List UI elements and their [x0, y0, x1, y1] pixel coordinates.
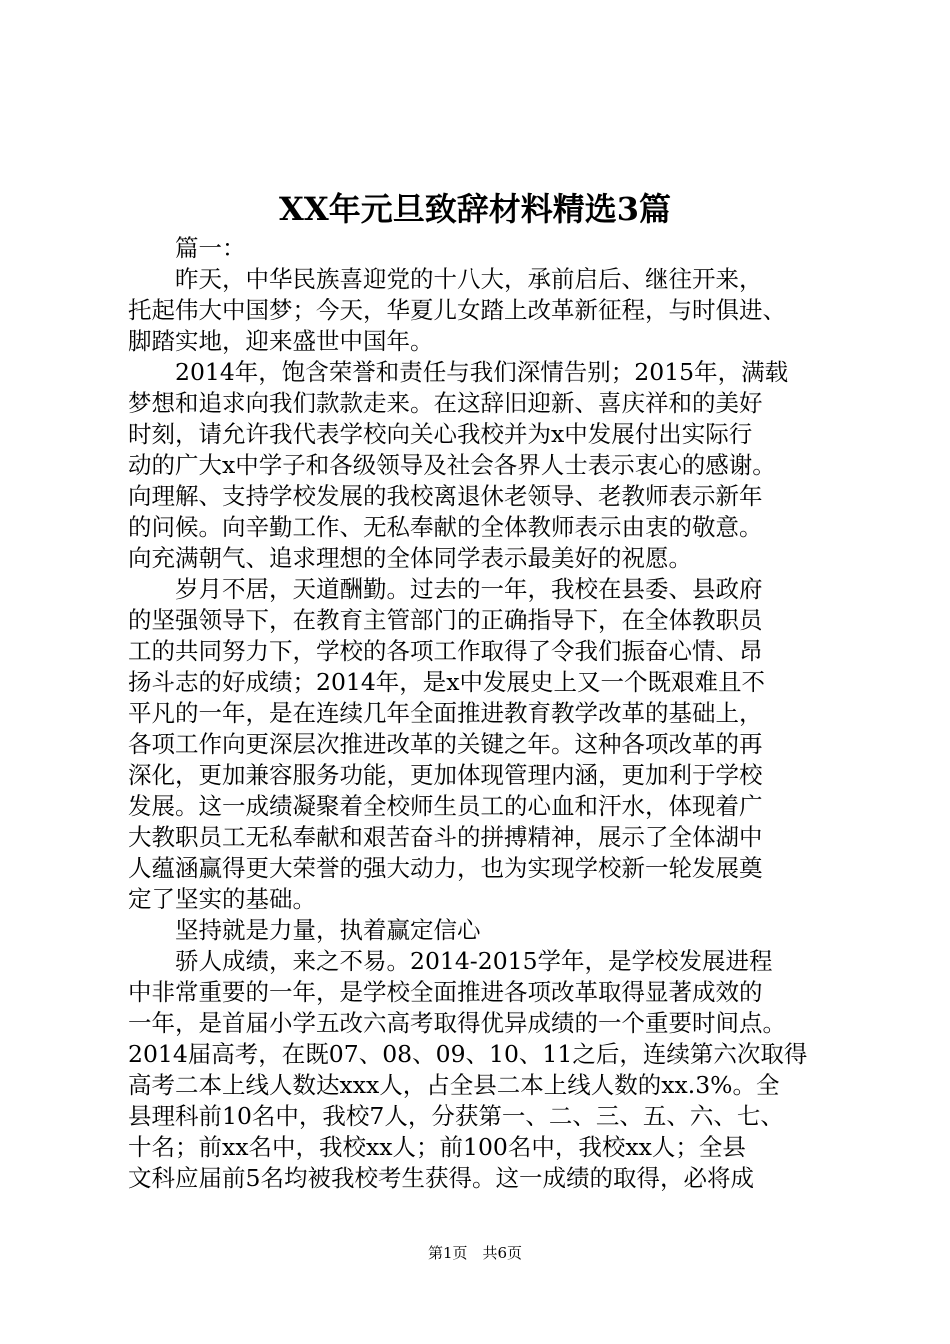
text-line: 平凡的一年，是在连续几年全面推进教育教学改革的基础上，: [128, 699, 763, 727]
text-line: 扬斗志的好成绩；2014年，是x中发展史上又一个既艰难且不: [128, 668, 766, 696]
text-line: 昨天，中华民族喜迎党的十八大，承前启后、继往开来，: [128, 265, 763, 293]
text-line: 深化，更加兼容服务功能，更加体现管理内涵，更加利于学校: [128, 761, 763, 789]
page-footer: 第1页 共6页: [427, 1244, 523, 1262]
text-line: 十名；前xx名中，我校xx人；前100名中，我校xx人；全县: [128, 1133, 746, 1161]
text-line: 人蕴涵赢得更大荣誉的强大动力，也为实现学校新一轮发展奠: [128, 854, 763, 882]
text-line: 篇一：: [128, 234, 246, 262]
text-line: 县理科前10名中，我校7人，分获第一、二、三、五、六、七、: [128, 1102, 784, 1130]
text-line: 的问候。向辛勤工作、无私奉献的全体教师表示由衷的敬意。: [128, 513, 763, 541]
text-line: 工的共同努力下，学校的各项工作取得了令我们振奋心情、昂: [128, 637, 763, 665]
text-line: 向充满朝气、追求理想的全体同学表示最美好的祝愿。: [128, 544, 692, 572]
text-line: 各项工作向更深层次推进改革的关键之年。这种各项改革的再: [128, 730, 763, 758]
text-line: 岁月不居，天道酬勤。过去的一年，我校在县委、县政府: [128, 575, 763, 603]
text-line: 2014届高考，在既07、08、09、10、11之后，连续第六次取得: [128, 1040, 808, 1068]
document-body: [128, 233, 828, 1194]
text-line: 向理解、支持学校发展的我校离退休老领导、老教师表示新年: [128, 482, 763, 510]
text-line: 托起伟大中国梦；今天，华夏儿女踏上改革新征程，与时俱进、: [128, 296, 786, 324]
text-line: 坚持就是力量，执着赢定信心: [128, 916, 481, 944]
text-line: 脚踏实地，迎来盛世中国年。: [128, 327, 434, 355]
text-line: 文科应届前5名均被我校考生获得。这一成绩的取得，必将成: [128, 1164, 754, 1192]
text-line: 高考二本上线人数达xxx人，占全县二本上线人数的xx.3%。全: [128, 1071, 780, 1099]
text-line: 一年，是首届小学五改六高考取得优异成绩的一个重要时间点。: [128, 1009, 786, 1037]
text-line: 动的广大x中学子和各级领导及社会各界人士表示衷心的感谢。: [128, 451, 776, 479]
text-line: 梦想和追求向我们款款走来。在这辞旧迎新、喜庆祥和的美好: [128, 389, 763, 417]
text-line: 时刻，请允许我代表学校向关心我校并为x中发展付出实际行: [128, 420, 753, 448]
text-line: 定了坚实的基础。: [128, 885, 316, 913]
text-line: 发展。这一成绩凝聚着全校师生员工的心血和汗水，体现着广: [128, 792, 763, 820]
text-line: 2014年，饱含荣誉和责任与我们深情告别；2015年，满载: [128, 358, 789, 386]
text-line: 大教职员工无私奉献和艰苦奋斗的拼搏精神，展示了全体湖中: [128, 823, 763, 851]
text-line: 中非常重要的一年，是学校全面推进各项改革取得显著成效的: [128, 978, 763, 1006]
text-line: 的坚强领导下，在教育主管部门的正确指导下，在全体教职员: [128, 606, 763, 634]
text-line: 骄人成绩，来之不易。2014-2015学年，是学校发展进程: [128, 947, 773, 975]
document-title: XX年元旦致辞材料精选3篇: [279, 190, 671, 228]
